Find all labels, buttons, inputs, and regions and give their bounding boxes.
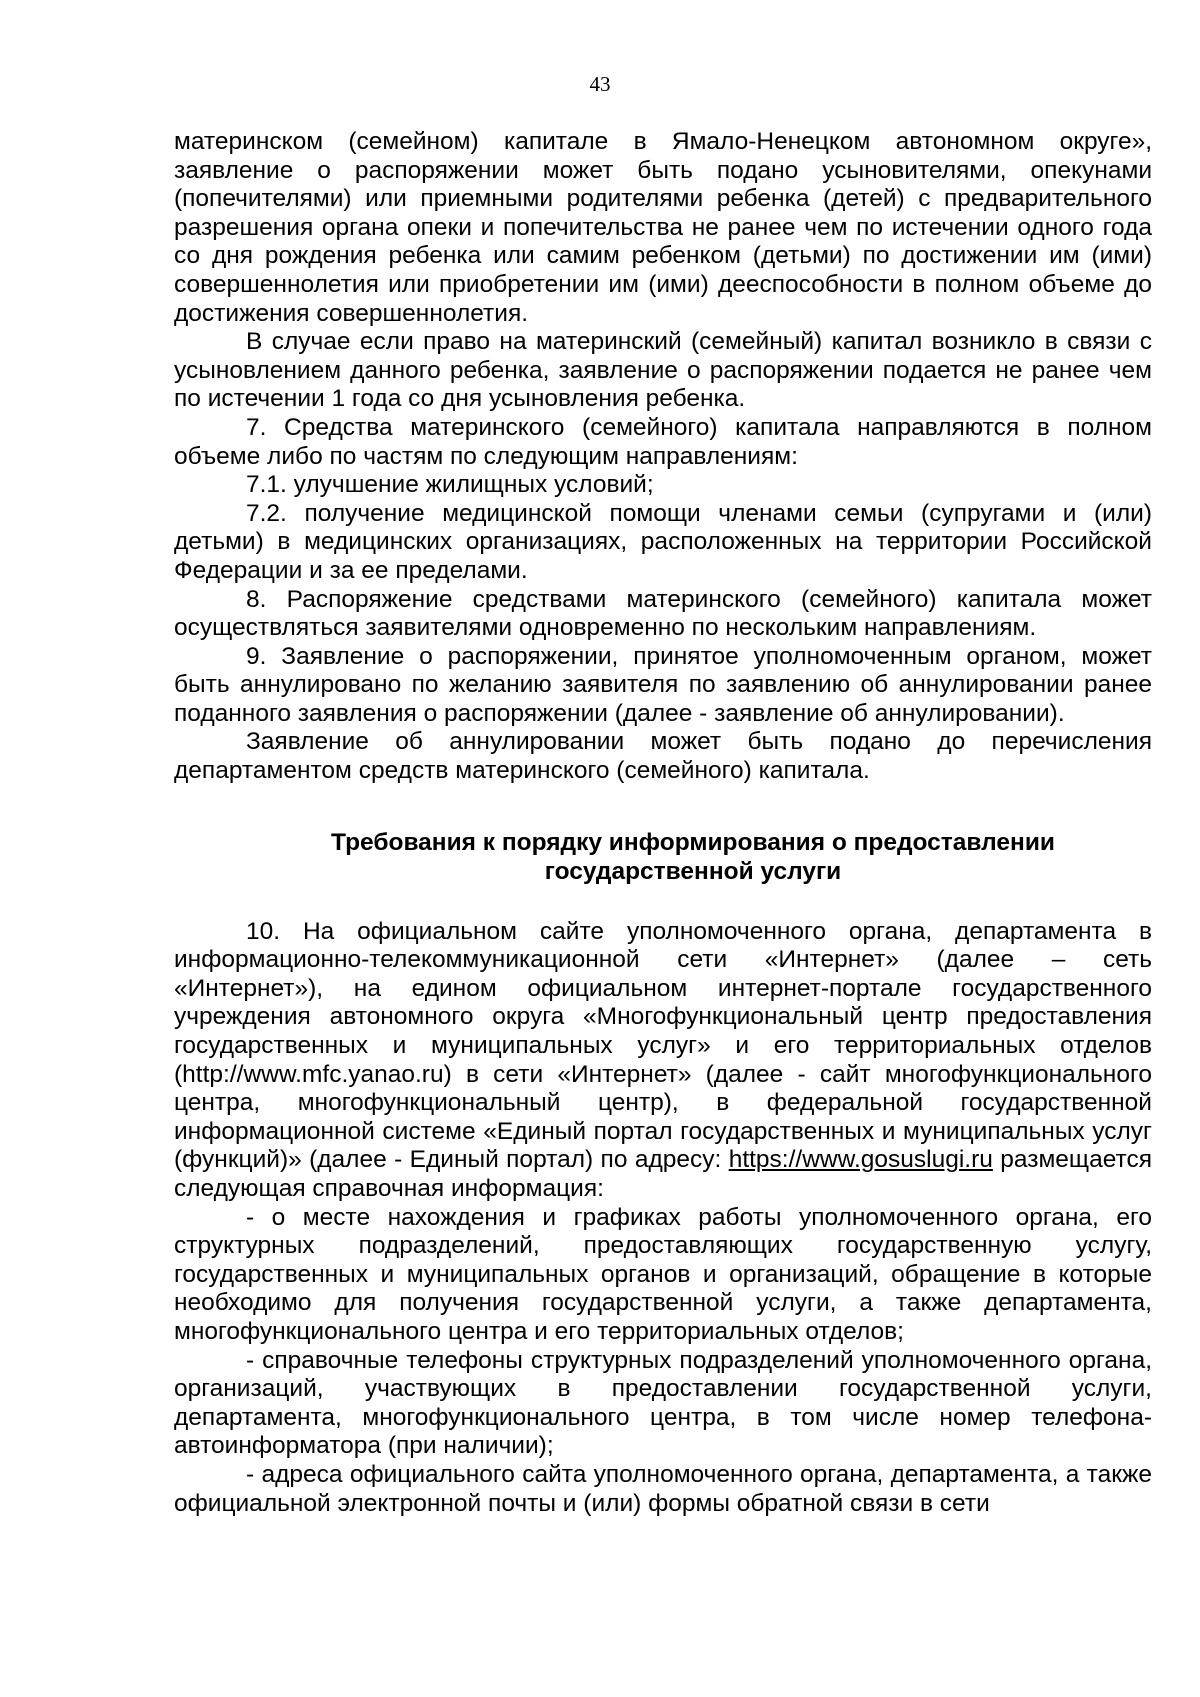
paragraph-annulment: Заявление об аннулировании может быть подано до перечисления департаментом средств материнского (семейного) капитала. <box>174 728 1152 785</box>
document-body <box>174 128 1152 1518</box>
paragraph-7-1: 7.1. улучшение жилищных условий; <box>246 471 654 499</box>
paragraph-10-text-after: размещается следующая справочная информация: <box>174 1146 1152 1202</box>
section-heading-line-1: Требования к порядку информирования о предоставлении <box>331 828 1055 856</box>
list-item-addresses: - адреса официального сайта уполномоченного органа, департамента, а также официальной электронной почты и (или) формы обратной связи в сети <box>174 1460 1152 1517</box>
list-item-location: - о месте нахождения и графиках работы уполномоченного органа, его структурных подразделений, предоставляющих государственную услугу, государственных и муниципальных органов и организаций, обращение в которые необходимо для получения государственной услуги, а также департамента, многофункционального центра и его территориальных отделов; <box>174 1203 1152 1345</box>
paragraph-9: 9. Заявление о распоряжении, принятое уполномоченным органом, может быть аннулировано по желанию заявителя по заявлению об аннулировании ранее поданного заявления о распоряжении (далее - заявление об аннулировании). <box>174 642 1152 727</box>
paragraph-10 <box>174 918 1152 1204</box>
paragraph-10-text-before: 10. На официальном сайте уполномоченного органа, департамента в информационно-телекоммуникационной сети «Интернет» (далее – сеть «Интернет»), на едином официальном интернет-портале государственного учреждения автономного округа «Многофункциональный центр предоставления государственных и муниципальных услуг» и его территориальных отделов (http://www.mfc.yanao.ru) в сети «Интернет» (далее - сайт многофункционального центра, многофункциональный центр), в федеральной государственной информационной системе «Единый портал государственных и муниципальных услуг (функций)» (далее - Единый портал) по адресу: <box>174 917 1152 1174</box>
paragraph-8: 8. Распоряжение средствами материнского (семейного) капитала может осуществляться заявителями одновременно по нескольким направлениям. <box>174 585 1152 642</box>
paragraph-continuation: материнском (семейном) капитале в Ямало-Ненецком автономном округе», заявление о распоряжении может быть подано усыновителями, опекунами (попечителями) или приемными родителями ребенка (детей) с предварительного разрешения органа опеки и попечительства не ранее чем по истечении одного года со дня рождения ребенка или самим ребенком (детьми) по достижении им (ими) совершеннолетия или приобретении им (ими) дееспособности в полном объеме до достижения совершеннолетия. <box>174 128 1152 327</box>
section-heading-line-2: государственной услуги <box>544 857 842 885</box>
section-heading <box>174 828 1152 886</box>
list-item-phones: - справочные телефоны структурных подразделений уполномоченного органа, организаций, участвующих в предоставлении государственной услуги, департамента, многофункционального центра, в том числе номер телефона-автоинформатора (при наличии); <box>174 1346 1152 1460</box>
paragraph-7-2: 7.2. получение медицинской помощи членами семьи (супругами и (или) детьми) в медицинских организациях, расположенных на территории Российской Федерации и за ее пределами. <box>174 499 1152 584</box>
paragraph-7: 7. Средства материнского (семейного) капитала направляются в полном объеме либо по частям по следующим направлениям: <box>174 413 1152 470</box>
paragraph-adoption: В случае если право на материнский (семейный) капитал возникло в связи с усыновлением данного ребенка, заявление о распоряжении подается не ранее чем по истечении 1 года со дня усыновления ребенка. <box>174 328 1152 413</box>
gosuslugi-link[interactable]: https://www.gosuslugi.ru <box>728 1146 993 1174</box>
page-number: 43 <box>589 72 611 96</box>
